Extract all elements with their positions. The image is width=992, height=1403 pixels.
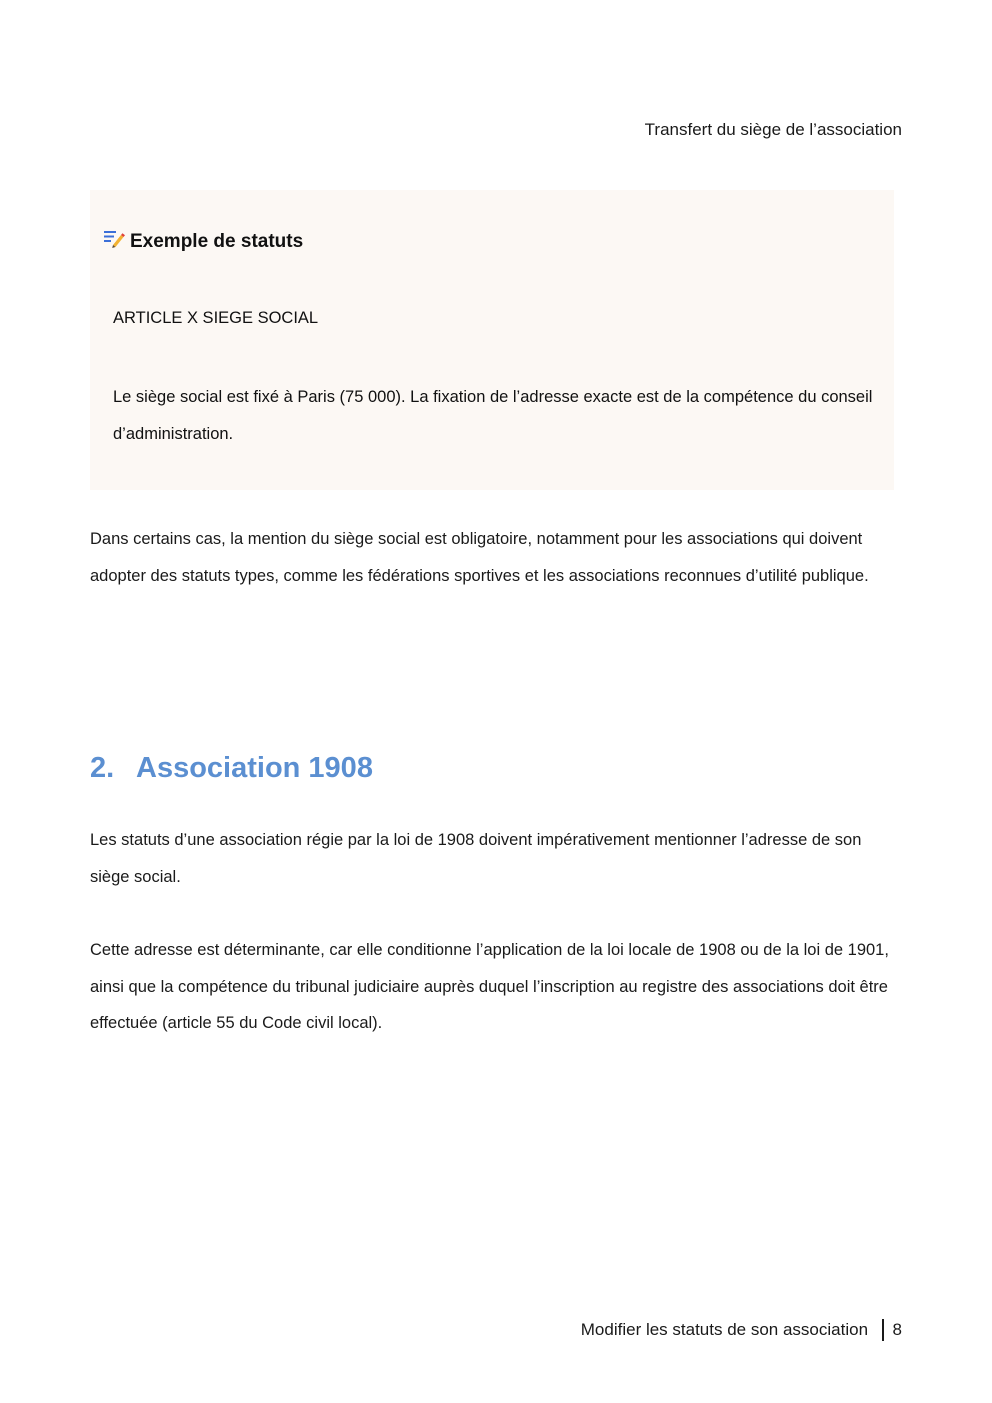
example-title [103,228,303,256]
memo-icon [103,229,125,249]
example-article-heading: ARTICLE X SIEGE SOCIAL [113,309,319,327]
page-number: 8 [892,1320,902,1339]
example-article-text: Le siège social est fixé à Paris (75 000). La fixation de l’adresse exacte est de la compétence du conseil d’administration. [113,388,873,443]
body-paragraph: Les statuts d’une association régie par la loi de 1908 doivent impérativement mentionner l’adresse de son siège social. [90,831,862,886]
section-title: Association 1908 [136,752,373,784]
footer-document-title: Modifier les statuts de son association [580,1320,869,1339]
running-header: Transfert du siège de l’association [644,120,902,139]
body-paragraph: Cette adresse est déterminante, car elle conditionne l’application de la loi locale de 1908 ou de la loi de 1901, ainsi que la compétence du tribunal judiciaire auprès duquel l’inscription au registre des associations doit être effectuée (article 55 du Code civil local). [90,941,889,1032]
page-footer [581,1318,902,1342]
example-title-text: Exemple de statuts [130,231,304,252]
section-heading [90,748,373,788]
example-box [90,190,894,490]
body-paragraph: Dans certains cas, la mention du siège social est obligatoire, notamment pour les associations qui doivent adopter des statuts types, comme les fédérations sportives et les associations reconnues d’utilité publique. [90,530,869,585]
footer-divider [882,1319,884,1341]
section-number: 2. [90,752,115,784]
